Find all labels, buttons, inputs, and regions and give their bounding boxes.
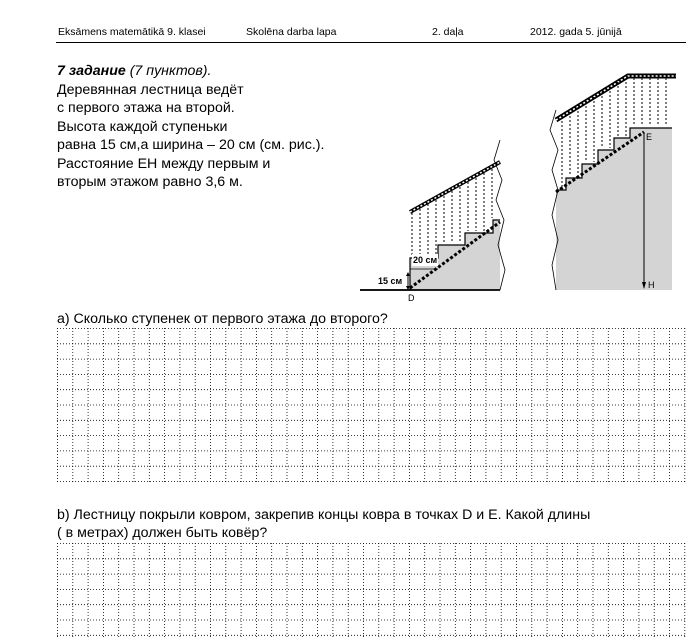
exam-date: 2012. gada 5. jūnijā xyxy=(530,26,622,38)
task-line: вторым этажом равно 3,6 м. xyxy=(57,174,243,190)
task-line: Деревянная лестница ведёт xyxy=(57,81,244,98)
right-staircase xyxy=(550,76,676,290)
task-points: (7 пунктов). xyxy=(129,63,212,79)
width-label: 20 см xyxy=(413,255,438,265)
task-statement xyxy=(57,62,387,192)
height-label: 15 см xyxy=(378,276,403,286)
answer-grid-b[interactable] xyxy=(57,543,687,637)
answer-grid-a[interactable] xyxy=(57,328,687,482)
sheet-title: Skolēna darba lapa xyxy=(246,26,337,38)
staircase-figure xyxy=(360,70,686,306)
question-a: а) Сколько ступенек от первого этажа до второго? xyxy=(57,311,388,327)
task-title: 7 задание xyxy=(57,63,126,79)
task-line: с первого этажа на второй. xyxy=(57,100,235,116)
point-e-label: E xyxy=(646,132,653,142)
task-line: равна 15 см,а ширина – 20 см (см. рис.). xyxy=(57,137,325,153)
exam-title: Eksāmens matemātikā 9. klasei xyxy=(58,26,206,38)
question-b xyxy=(57,506,687,542)
page-header xyxy=(56,22,686,43)
task-line: Расстояние EH между первым и xyxy=(57,155,271,172)
point-d-label: D xyxy=(408,293,415,303)
part-label: 2. daļa xyxy=(432,26,464,38)
point-h-label: H xyxy=(648,280,655,290)
left-staircase xyxy=(360,140,505,303)
question-b-line2: ( в метрах) должен быть ковёр? xyxy=(57,525,268,541)
task-line: Высота каждой ступеньки xyxy=(57,118,228,135)
question-b-line1: b) Лестницу покрыли ковром, закрепив концы ковра в точках D и E. Какой длины xyxy=(57,507,591,523)
